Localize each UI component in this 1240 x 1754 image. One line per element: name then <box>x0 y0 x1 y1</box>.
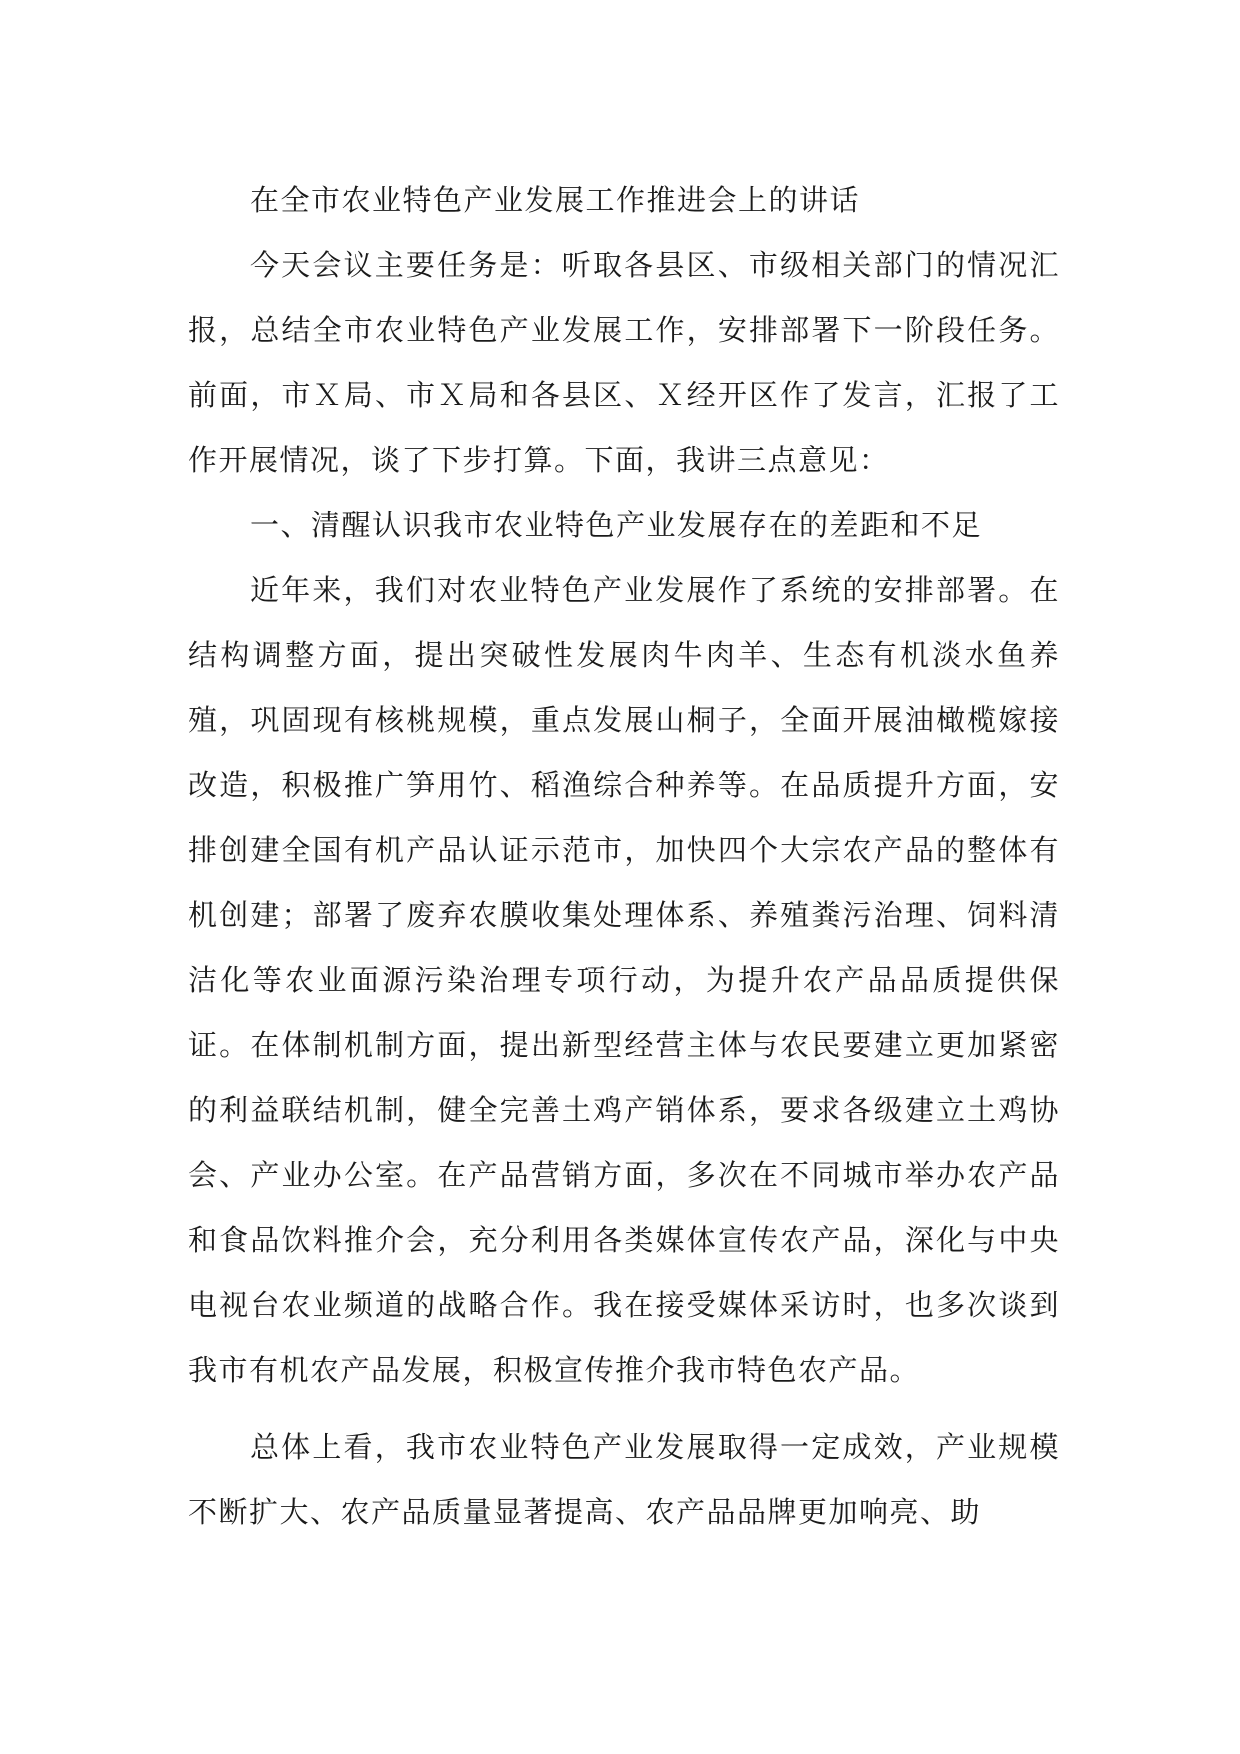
document-body <box>188 168 1060 1545</box>
paragraph-achievements: 近年来，我们对农业特色产业发展作了系统的安排部署。在结构调整方面，提出突破性发展肉牛肉羊、生态有机淡水鱼养殖，巩固现有核桃规模，重点发展山桐子，全面开展油橄榄嫁接改造，积极推广笋用竹、稻渔综合种养等。在品质提升方面，安排创建全国有机产品认证示范市，加快四个大宗农产品的整体有机创建；部署了废弃农膜收集处理体系、养殖粪污治理、饲料清洁化等农业面源污染治理专项行动，为提升农产品品质提供保证。在体制机制方面，提出新型经营主体与农民要建立更加紧密的利益联结机制，健全完善土鸡产销体系，要求各级建立土鸡协会、产业办公室。在产品营销方面，多次在不同城市举办农产品和食品饮料推介会，充分利用各类媒体宣传农产品，深化与中央电视台农业频道的战略合作。我在接受媒体采访时，也多次谈到我市有机农产品发展，积极宣传推介我市特色农产品。 <box>188 573 1060 1387</box>
document-title: 在全市农业特色产业发展工作推进会上的讲话 <box>250 183 861 217</box>
paragraph-summary: 总体上看，我市农业特色产业发展取得一定成效，产业规模不断扩大、农产品质量显著提高、农产品品牌更加响亮、助 <box>188 1430 1060 1529</box>
section-heading-1: 一、清醒认识我市农业特色产业发展存在的差距和不足 <box>250 508 983 542</box>
paragraph-intro: 今天会议主要任务是：听取各县区、市级相关部门的情况汇报，总结全市农业特色产业发展工作，安排部署下一阶段任务。前面，市Ｘ局、市Ｘ局和各县区、Ｘ经开区作了发言，汇报了工作开展情况，谈了下步打算。下面，我讲三点意见： <box>188 248 1060 477</box>
